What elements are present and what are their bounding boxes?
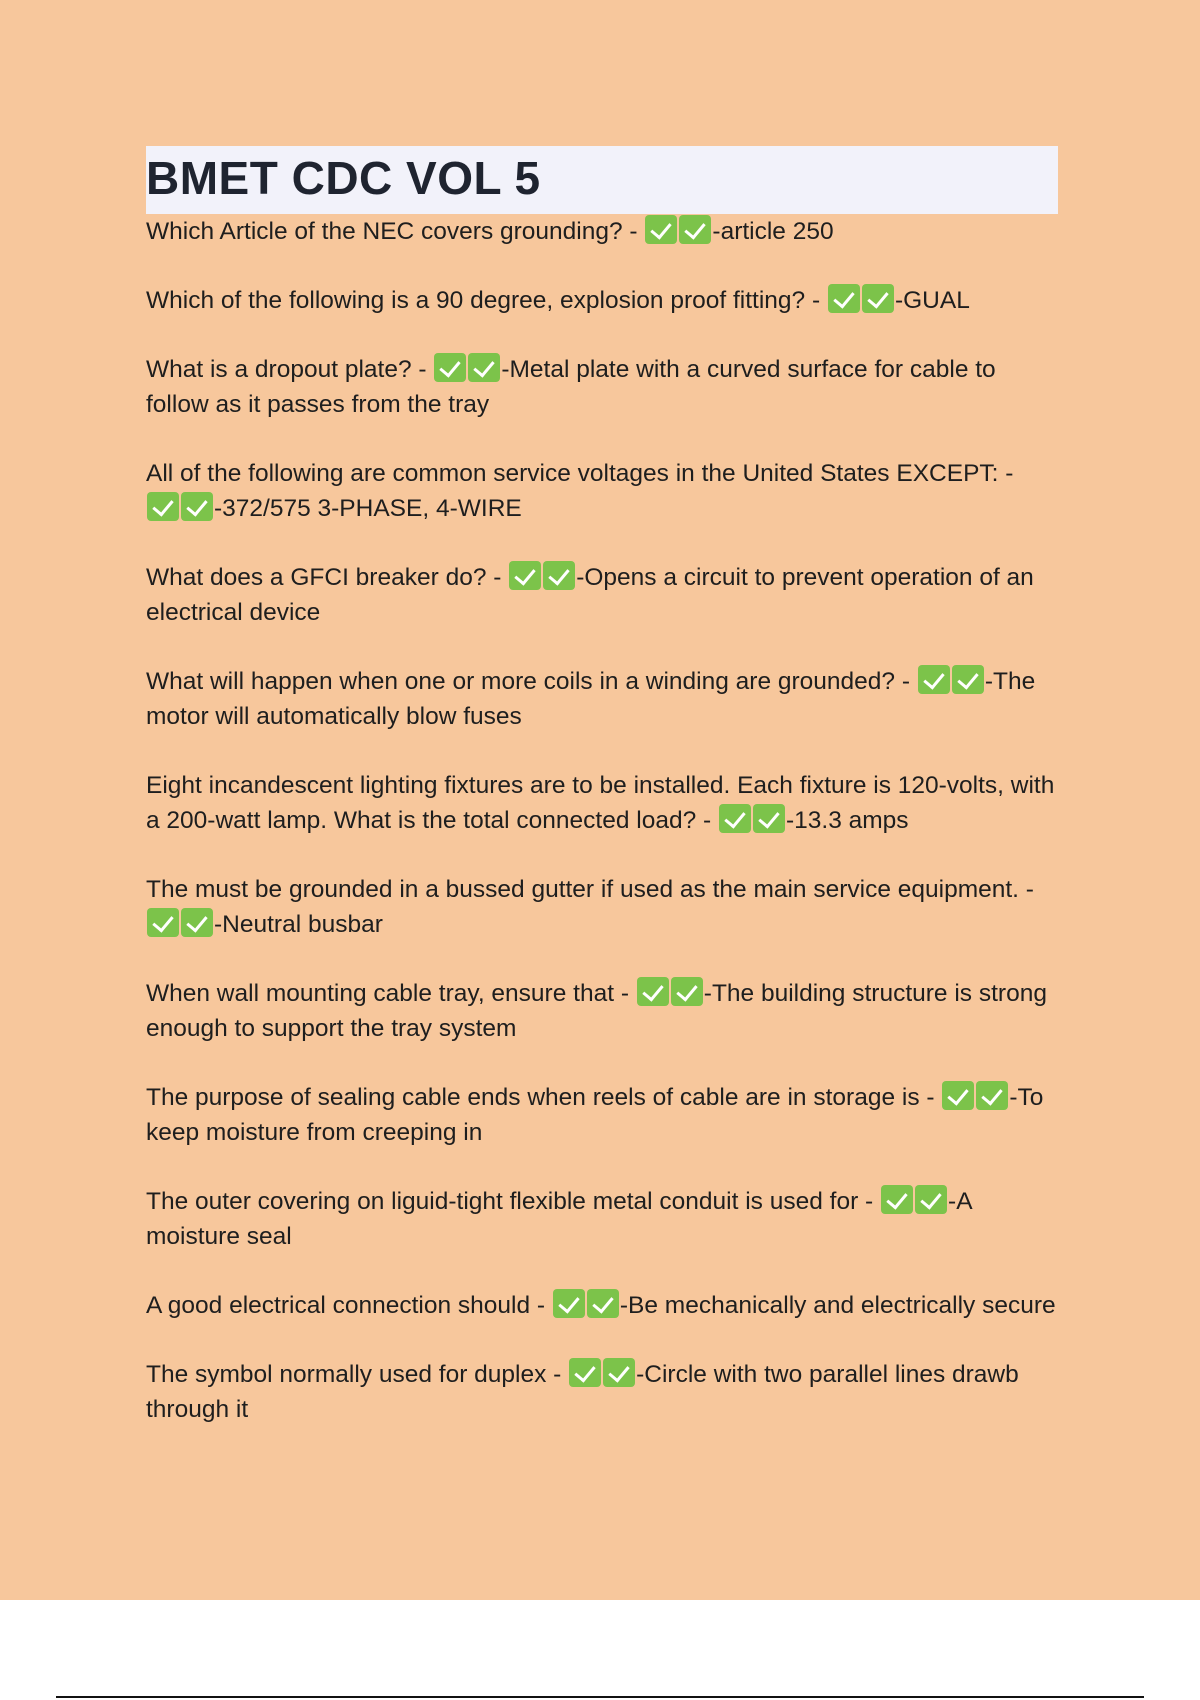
qa-item: [146, 1288, 1058, 1323]
qa-item: [146, 664, 1058, 734]
answer-text: -Circle with two parallel lines drawb through it: [146, 1361, 1019, 1423]
check-mark-icon: [881, 1185, 913, 1214]
question-text: All of the following are common service voltages in the United States EXCEPT: -: [146, 460, 1014, 487]
answer-text: -Be mechanically and electrically secure: [619, 1292, 1056, 1319]
question-text: The outer covering on liguid-tight flexible metal conduit is used for -: [146, 1188, 874, 1215]
check-mark-icon: [645, 215, 677, 244]
question-text: Which Article of the NEC covers grounding? -: [146, 218, 638, 245]
document-title: BMET CDC VOL 5: [146, 152, 541, 204]
check-mark-icon: [942, 1081, 974, 1110]
answer-marker: [644, 218, 712, 245]
question-text: A good electrical connection should -: [146, 1292, 546, 1319]
answer-text: -A moisture seal: [146, 1188, 972, 1250]
answer-text: -Metal plate with a curved surface for cable to follow as it passes from the tray: [146, 356, 996, 418]
answer-marker: [146, 495, 214, 522]
question-text: The purpose of sealing cable ends when reels of cable are in storage is -: [146, 1084, 935, 1111]
question-text: What will happen when one or more coils in a winding are grounded? -: [146, 668, 911, 695]
check-mark-icon: [976, 1081, 1008, 1110]
check-mark-icon: [753, 804, 785, 833]
check-mark-icon: [553, 1289, 585, 1318]
answer-text: -372/575 3-PHASE, 4-WIRE: [214, 495, 522, 522]
check-mark-icon: [603, 1358, 635, 1387]
answer-text: -To keep moisture from creeping in: [146, 1084, 1044, 1146]
question-text: What is a dropout plate? -: [146, 356, 427, 383]
check-mark-icon: [915, 1185, 947, 1214]
qa-item: [146, 560, 1058, 630]
check-mark-icon: [637, 977, 669, 1006]
answer-marker: [917, 668, 985, 695]
answer-text: -The motor will automatically blow fuses: [146, 668, 1036, 730]
check-mark-icon: [719, 804, 751, 833]
answer-text: -Opens a circuit to prevent operation of an electrical device: [146, 564, 1034, 626]
question-text: Which of the following is a 90 degree, explosion proof fitting? -: [146, 287, 821, 314]
answer-marker: [827, 287, 895, 314]
check-mark-icon: [679, 215, 711, 244]
question-text: The symbol normally used for duplex -: [146, 1361, 562, 1388]
qa-item: [146, 352, 1058, 422]
check-mark-icon: [509, 561, 541, 590]
answer-text: -GUAL: [894, 287, 970, 314]
qa-item: [146, 1080, 1058, 1150]
answer-text: -The building structure is strong enough to support the tray system: [146, 980, 1047, 1042]
check-mark-icon: [569, 1358, 601, 1387]
check-mark-icon: [952, 665, 984, 694]
check-mark-icon: [147, 492, 179, 521]
answer-marker: [718, 807, 786, 834]
qa-item: [146, 976, 1058, 1046]
check-mark-icon: [543, 561, 575, 590]
check-mark-icon: [468, 353, 500, 382]
footer-divider: [56, 1696, 1144, 1698]
check-mark-icon: [147, 908, 179, 937]
check-mark-icon: [918, 665, 950, 694]
answer-text: -Neutral busbar: [214, 911, 383, 938]
qa-item: [146, 1357, 1058, 1427]
qa-item: [146, 456, 1058, 526]
check-mark-icon: [587, 1289, 619, 1318]
answer-marker: [636, 980, 704, 1007]
qa-item: [146, 872, 1058, 942]
check-mark-icon: [181, 492, 213, 521]
qa-item: [146, 214, 1058, 249]
qa-item: [146, 768, 1058, 838]
question-text: Eight incandescent lighting fixtures are to be installed. Each fixture is 120-volts, with a 200-watt lamp. What is the total connected load? -: [146, 772, 1055, 834]
answer-marker: [941, 1084, 1009, 1111]
answer-text: -13.3 amps: [786, 807, 909, 834]
check-mark-icon: [828, 284, 860, 313]
question-text: When wall mounting cable tray, ensure that -: [146, 980, 629, 1007]
check-mark-icon: [671, 977, 703, 1006]
qa-item: [146, 283, 1058, 318]
check-mark-icon: [434, 353, 466, 382]
qa-list: [146, 214, 1058, 1427]
answer-marker: [880, 1188, 948, 1215]
answer-marker: [433, 356, 501, 383]
answer-marker: [552, 1292, 620, 1319]
answer-marker: [568, 1361, 636, 1388]
question-text: What does a GFCI breaker do? -: [146, 564, 502, 591]
document-content: [146, 146, 1058, 1461]
answer-marker: [508, 564, 576, 591]
check-mark-icon: [181, 908, 213, 937]
answer-text: -article 250: [712, 218, 834, 245]
qa-item: [146, 1184, 1058, 1254]
title-bar: [146, 146, 1058, 214]
check-mark-icon: [862, 284, 894, 313]
question-text: The must be grounded in a bussed gutter if used as the main service equipment. -: [146, 876, 1034, 903]
answer-marker: [146, 911, 214, 938]
